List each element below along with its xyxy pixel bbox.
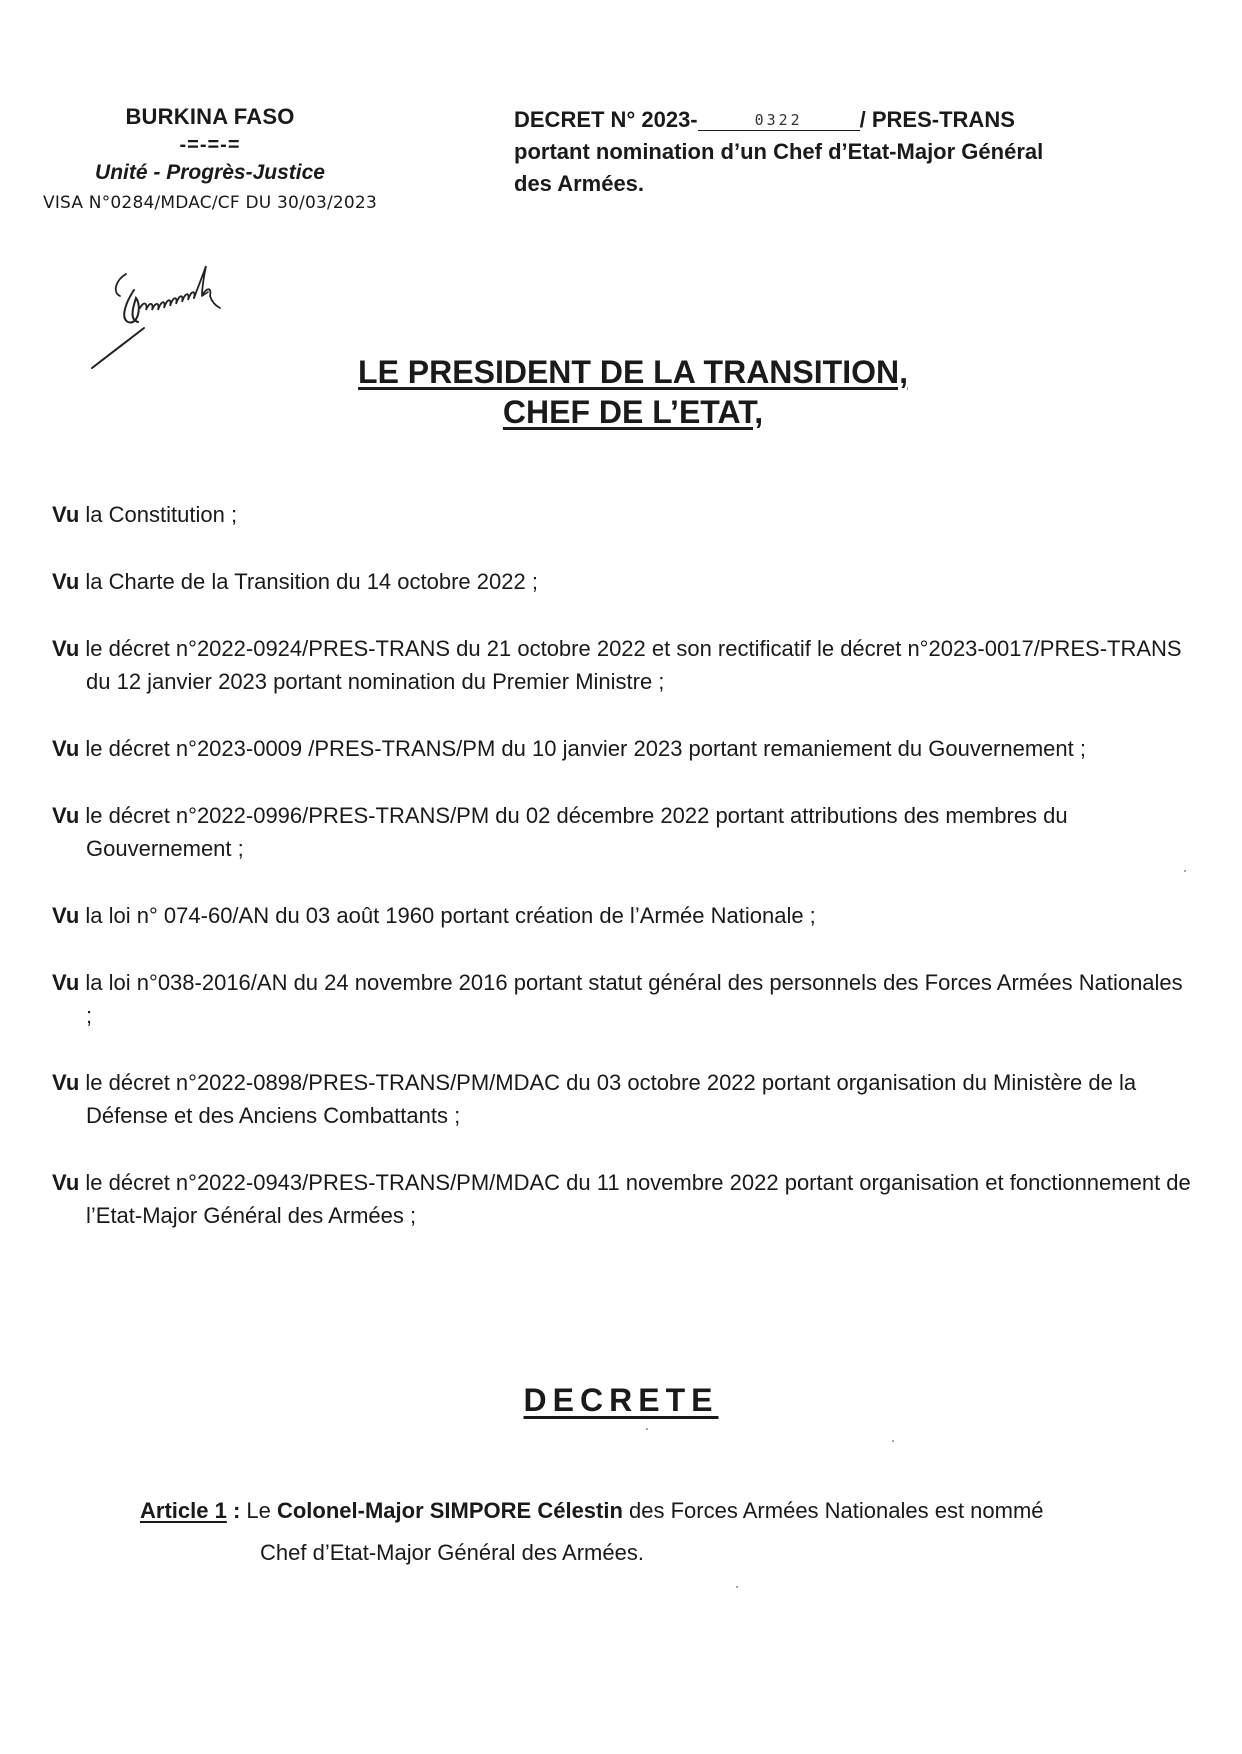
list-item	[52, 1166, 1192, 1232]
article-colon: :	[226, 1498, 241, 1523]
list-item	[52, 899, 1192, 932]
vu-text: la loi n°038-2016/AN du 24 novembre 2016 portant statut général des personnels des Forces Armées Nationales ;	[85, 970, 1183, 1028]
vu-keyword: Vu	[52, 970, 80, 995]
list-item	[52, 565, 1192, 598]
article-label: Article 1	[140, 1498, 227, 1523]
title-line-2: CHEF DE L’ETAT,	[502, 394, 764, 430]
header-right-block	[514, 104, 1134, 200]
vu-keyword: Vu	[52, 636, 80, 661]
vu-keyword: Vu	[52, 903, 80, 928]
list-item	[52, 1066, 1192, 1132]
vu-keyword: Vu	[52, 1170, 80, 1195]
vu-text: le décret n°2022-0996/PRES-TRANS/PM du 02 décembre 2022 portant attributions des membres du Gouvernement ;	[85, 803, 1068, 861]
article-lead: Le	[240, 1498, 277, 1523]
decree-subject-line-2: des Armées.	[514, 171, 645, 196]
decree-number-field: 0322	[698, 110, 860, 131]
vu-text: le décret n°2022-0943/PRES-TRANS/PM/MDAC du 11 novembre 2022 portant organisation et fonctionnement de l’Etat-Major Général des Armées ;	[85, 1170, 1191, 1228]
country-name: BURKINA FASO	[125, 104, 295, 129]
list-item	[52, 632, 1192, 698]
decree-prefix: DECRET N° 2023-	[514, 107, 698, 132]
scan-speck	[646, 1428, 648, 1430]
appointee-name: Colonel-Major SIMPORE Célestin	[276, 1498, 623, 1523]
list-item	[52, 966, 1192, 1032]
article-rest: des Forces Armées Nationales est nommé	[622, 1498, 1044, 1523]
vu-text: le décret n°2023-0009 /PRES-TRANS/PM du 10 janvier 2023 portant remaniement du Gouvernement ;	[85, 736, 1086, 761]
vu-text: la Constitution ;	[85, 502, 238, 527]
decree-subject-line-1: portant nomination d’un Chef d’Etat-Major Général	[514, 139, 1044, 164]
vu-text: la Charte de la Transition du 14 octobre 2022 ;	[85, 569, 538, 594]
decrete-heading: DECRETE	[523, 1382, 719, 1418]
vu-text: le décret n°2022-0924/PRES-TRANS du 21 octobre 2022 et son rectificatif le décret n°2023-0017/PRES-TRANS du 12 janvier 2023 portant nomination du Premier Ministre ;	[85, 636, 1182, 694]
list-item	[52, 498, 1192, 531]
scan-speck	[892, 1440, 894, 1442]
vu-text: la loi n° 074-60/AN du 03 août 1960 portant création de l’Armée Nationale ;	[85, 903, 816, 928]
article-1-line-1	[140, 1490, 1200, 1532]
article-1-line-2: Chef d’Etat-Major Général des Armées.	[260, 1540, 644, 1565]
decree-suffix: / PRES-TRANS	[859, 107, 1015, 132]
national-motto: Unité - Progrès-Justice	[95, 161, 325, 184]
vu-keyword: Vu	[52, 502, 80, 527]
header-separator: -=-=-=	[179, 134, 241, 156]
vu-text: le décret n°2022-0898/PRES-TRANS/PM/MDAC du 03 octobre 2022 portant organisation du Ministère de la Défense et des Anciens Combattants ;	[85, 1070, 1137, 1128]
visa-reference: VISA N°0284/MDAC/CF DU 30/03/2023	[43, 193, 377, 213]
page-title	[0, 352, 1242, 432]
title-line-1: LE PRESIDENT DE LA TRANSITION,	[358, 354, 908, 390]
article-1	[140, 1490, 1200, 1574]
vu-keyword: Vu	[52, 803, 80, 828]
list-item	[52, 799, 1192, 865]
vu-keyword: Vu	[52, 569, 80, 594]
list-item	[52, 732, 1192, 765]
scan-speck	[736, 1586, 738, 1588]
header-left-block	[30, 104, 390, 213]
vu-keyword: Vu	[52, 1070, 80, 1095]
vu-list	[52, 498, 1192, 1266]
vu-keyword: Vu	[52, 736, 80, 761]
decree-number-line	[514, 104, 1134, 136]
scan-speck	[1184, 870, 1186, 872]
